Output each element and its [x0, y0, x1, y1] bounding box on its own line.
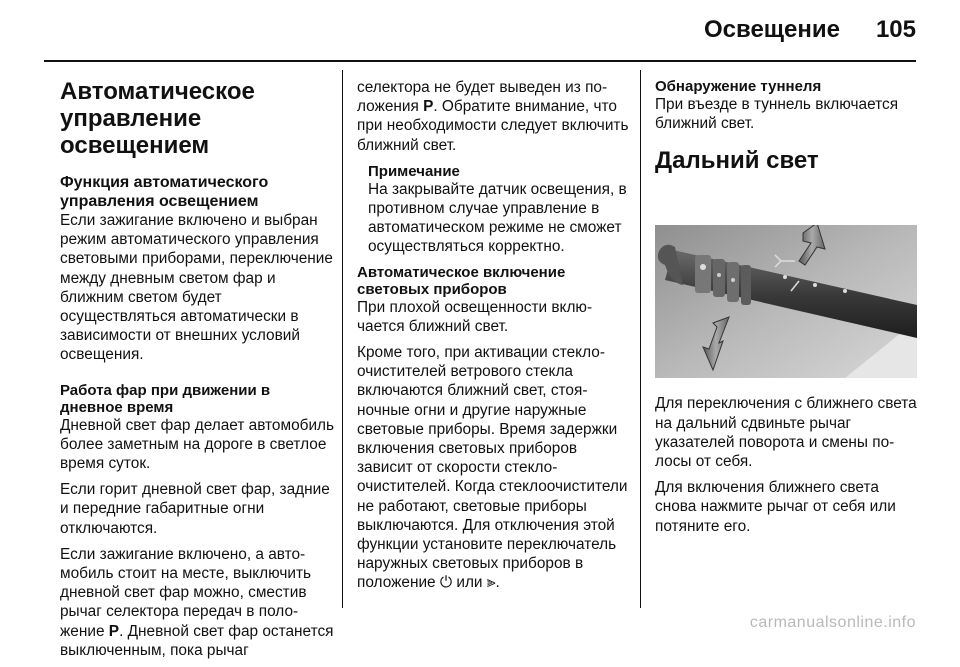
high-beam-title: Дальний свет: [655, 147, 819, 175]
paragraph: Если горит дневной свет фар, задние и передние габаритные огни отключаются.: [60, 481, 330, 537]
page-header: [0, 0, 960, 62]
note-heading: Примечание: [368, 162, 460, 180]
header-rule: [44, 60, 916, 62]
column-2: [357, 78, 633, 600]
subheading-drl: Работа фар при движении в дневное время: [60, 381, 271, 416]
paragraph: При въезде в туннель включается ближний свет.: [655, 96, 899, 133]
note-block: [357, 163, 633, 257]
paragraph: Если зажигание включено, а автомобиль стоит на месте, выключить дневной свет фар можно, сместив рычаг селектора передач в положение P. Дневной свет фар останется выключенным, пока рычаг: [60, 545, 334, 659]
subheading-auto-on: Автоматическое включение световых приборов: [357, 263, 566, 298]
paragraph: Дневной свет фар делает автомобиль более заметным на дороге в светлое время суток.: [60, 416, 335, 473]
subheading-tunnel: Обнаружение туннеля: [655, 78, 822, 95]
section-title: Освещение: [704, 16, 840, 43]
page-number: 105: [875, 16, 916, 43]
chapter-title: Автоматическое управление освещением: [60, 78, 255, 159]
column-divider: [640, 70, 641, 608]
note-text: На закрывайте датчик освещения, в противном случае управление в автоматическом режиме не сможет осуществляться корректно.: [368, 180, 627, 256]
paragraph: Для включения ближнего света снова нажмите рычаг от себя или потяните его.: [655, 479, 896, 535]
paragraph: селектора не будет выведен из положения P. Обратите внимание, что при необходимости следует включить ближний свет.: [357, 79, 629, 154]
column-3: [655, 78, 917, 543]
paragraph: Кроме того, при активации стеклоочистителей ветрового стекла включаются ближний свет, стояночные огни и другие наружные световые приборы. Время задержки включения световых приборов зависит от скорости стеклоочистителей. Когда стеклоочистители не работают, световые приборы выключаются. Для отключения этой функции установите переключатель наружных световых приборов в положение ⏻ или ⫸.: [357, 344, 628, 592]
column-divider: [342, 70, 343, 608]
lever-illustration: [655, 225, 917, 378]
paragraph: При плохой освещенности включается ближний свет.: [357, 298, 593, 335]
watermark: carmanualsonline.info: [749, 614, 916, 631]
paragraph: Если зажигание включено и выбран режим автоматического управления световыми приборами, переключение между дневным светом фар и ближним светом будет осуществляться автоматически в зависимости от внешних условий освещения.: [60, 212, 333, 364]
position-lights-icon: ⫸: [486, 574, 496, 592]
subheading-auto-light: Функция автоматического управления освещением: [60, 174, 269, 210]
column-1: [60, 78, 336, 667]
paragraph: Для переключения с ближнего света на дальний сдвиньте рычаг указателей поворота и смены полосы от себя.: [655, 395, 917, 471]
power-off-icon: ⏻: [439, 574, 453, 592]
